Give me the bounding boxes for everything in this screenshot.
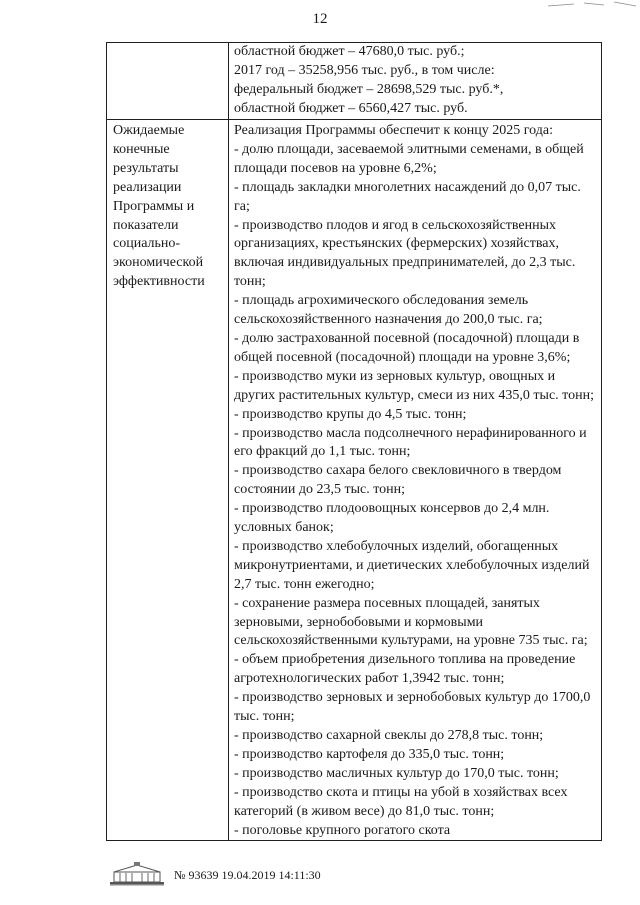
- list-item: - производство скота и птицы на убой в хозяйствах всех категорий (в живом весе) до 81,0 тыс. тонн;: [234, 784, 568, 819]
- results-content-cell: [229, 120, 602, 841]
- budget-line: областной бюджет – 6560,427 тыс. руб.: [234, 100, 468, 116]
- budget-line: 2017 год – 35258,956 тыс. руб., в том числе:: [234, 62, 495, 78]
- budget-line: областной бюджет – 47680,0 тыс. руб.;: [234, 44, 465, 59]
- list-item: - производство зерновых и зернобобовых культур до 1700,0 тыс. тонн;: [234, 690, 591, 725]
- list-item: - площадь агрохимического обследования земель сельскохозяйственного назначения до 200,0 тыс. га;: [234, 293, 543, 328]
- page-number: 12: [312, 11, 328, 27]
- list-item: - производство плодов и ягод в сельскохозяйственных организациях, крестьянских (фермерских) хозяйствах, включая индивидуальных предпринимателей, до 2,3 тыс. тонн;: [234, 217, 576, 290]
- list-item: - производство муки из зерновых культур, овощных и других растительных культур, смеси из них 435,0 тыс. тонн;: [234, 368, 594, 403]
- list-item: - производство масла подсолнечного нерафинированного и его фракций до 1,1 тыс. тонн;: [234, 425, 587, 460]
- table-row-results: [107, 120, 602, 841]
- list-item: - долю застрахованной посевной (посадочной) площади в общей посевной (посадочной) площади на уровне 3,6%;: [234, 330, 580, 365]
- list-item: - сохранение размера посевных площадей, занятых зерновыми, зернобобовыми и кормовыми сельскохозяйственными культурами, на уровне 735 тыс. га;: [234, 595, 588, 649]
- list-item: - производство масличных культур до 170,0 тыс. тонн;: [234, 765, 559, 781]
- list-item: - поголовье крупного рогатого скота: [234, 822, 451, 838]
- list-item: - производство сахара белого свекловичного в твердом состоянии до 23,5 тыс. тонн;: [234, 463, 562, 498]
- list-item: - производство картофеля до 335,0 тыс. тонн;: [234, 746, 505, 762]
- document-footer: [108, 862, 408, 886]
- table-row-budget: [107, 43, 602, 120]
- list-item: - долю площади, засеваемой элитными семенами, в общей площади посевов на уровне 6,2%;: [234, 141, 584, 176]
- list-item: - объем приобретения дизельного топлива на проведение агротехнологических работ 1,3942 тыс. тонн;: [234, 652, 576, 687]
- budget-line: федеральный бюджет – 28698,529 тыс. руб.*,: [234, 81, 504, 97]
- registration-stamp: № 93639 19.04.2019 14:11:30: [174, 868, 321, 882]
- budget-label-cell: [107, 43, 229, 120]
- program-passport-table: [106, 42, 602, 841]
- list-item: - производство сахарной свеклы до 278,8 тыс. тонн;: [234, 728, 544, 743]
- list-item: - производство крупы до 4,5 тыс. тонн;: [234, 406, 467, 422]
- results-label-cell: Ожидаемые конечные результаты реализации Программы и показатели социально-экономической эффективности: [107, 120, 229, 841]
- list-item: - производство плодоовощных консервов до 2,4 млн. условных банок;: [234, 501, 550, 536]
- budget-content-cell: [229, 43, 602, 120]
- building-emblem-icon: [108, 862, 166, 891]
- list-item: - производство хлебобулочных изделий, обогащенных микронутриентами, и диетических хлебобулочных изделий 2,7 тыс. тонн ежегодно;: [234, 538, 590, 592]
- scan-artifact: [544, 0, 640, 14]
- list-item: - площадь закладки многолетних насаждений до 0,07 тыс. га;: [234, 179, 581, 214]
- results-intro: Реализация Программы обеспечит к концу 2025 года:: [234, 123, 553, 138]
